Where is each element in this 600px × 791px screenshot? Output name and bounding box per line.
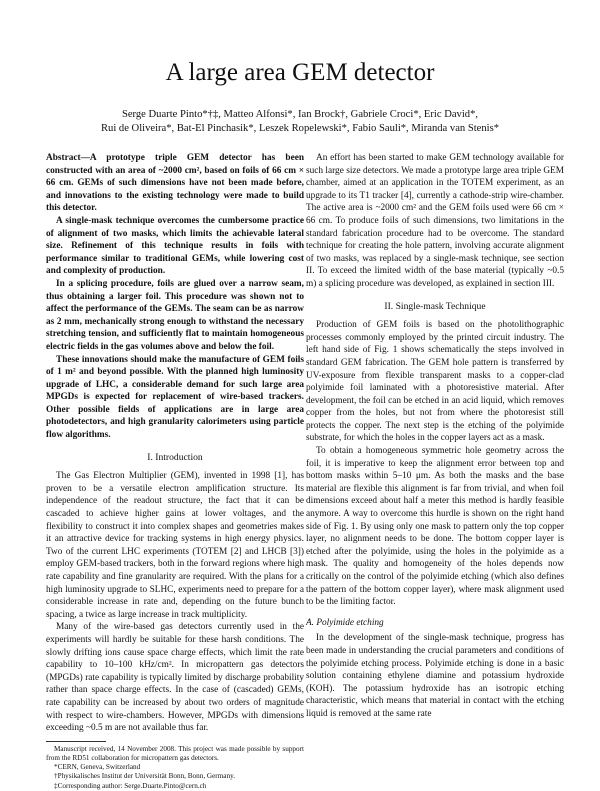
body-paragraph: Production of GEM foils is based on the photolithographic processes commonly employed by the printed circuit industry. The left hand side of Fig. 1 shows schematically the steps involved in standard GEM fabrication. The GEM hole pattern is transferred by UV-exposure from flexible transparent masks to a copper-clad polyimide foil laminated with a photoresistive material. After development, the foil can be etched in an acid liquid, which removes copper from the holes, but not from where the photoresist still protects the copper. The next step is the etching of the polyimide substrate, for which the holes in the copper layers act as a mask. bbox=[306, 320, 564, 444]
author-line-1: Serge Duarte Pinto*†‡, Matteo Alfonsi*, Ian Brock†, Gabriele Croci*, Eric David*, bbox=[121, 109, 479, 120]
left-column bbox=[46, 152, 304, 791]
abstract bbox=[46, 152, 304, 442]
footnote: Manuscript received, 14 November 2008. This project was made possible by support from the RD51 collaboration for micropattern gas detectors. bbox=[46, 744, 304, 762]
body-paragraph: Many of the wire-based gas detectors currently used in the experiments will hardly be suitable for these harsh conditions. The slowly drifting ions cause space charge effects, which limit the rate capability to 10–100 kHz/cm². In micropattern gas detectors (MPGDs) rate capability is typically limited by discharge probability rather than space charge effects. In the case of (cascaded) GEMs, rate capability can be increased by about two orders of magnitude with respect to wire-chambers. However, MPGDs with dimensions exceeding ~0.5 m are not available thus far. bbox=[46, 622, 304, 734]
abstract-paragraph: Abstract—A prototype triple GEM detector has been constructed with an area of ~2000 cm², based on foils of 66 cm × 66 cm. GEMs of such dimensions have not been made before, and innovations to the existing technology were made to build this detector. bbox=[46, 153, 304, 214]
footnote: *CERN, Geneva, Switzerland bbox=[54, 763, 141, 772]
author-line-2: Rui de Oliveira*, Bat-El Pinchasik*, Leszek Ropelewski*, Fabio Sauli*, Miranda van Stenis* bbox=[100, 123, 500, 134]
footnote: †Physikalisches Institut der Universität Bonn, Bonn, Germany. bbox=[54, 772, 235, 781]
subsection-heading-polyimide-etching: A. Polyimide etching bbox=[306, 617, 384, 628]
paper-title: A large area GEM detector bbox=[165, 59, 435, 86]
body-paragraph: An effort has been started to make GEM technology available for such large size detectors. We made a prototype large area triple GEM chamber, aimed at an application in the TOTEM experiment, as an upgrade to its T1 tracker [4], currently a cathode-strip wire-chamber. The active area is ~2000 cm² and the GEM foils used were 66 cm × 66 cm. To produce foils of such dimensions, two limitations in the standard fabrication procedure had to be overcome. The standard technique for creating the hole pattern, involving accurate alignment of two masks, was replaced by a single-mask technique, see section II. To exceed the limited width of the base material (typically ~0.5 m) a splicing procedure was developed, as explained in section III. bbox=[306, 153, 564, 289]
author-list bbox=[40, 108, 560, 136]
body-paragraph: To obtain a homogeneous symmetric hole geometry across the foil, it is imperative to keep the alignment error between top and bottom masks within 5–10 μm. As both the masks and the base material are flexible this alignment is far from trivial, and when foil dimensions exceed about half a meter this method is hardly feasible anymore. A way to overcome this hurdle is shown on the right hand side of Fig. 1. By using only one mask to pattern only the top copper layer, no alignment needs to be done. The bottom copper layer is etched after the polyimide, using the holes in the polyimide as a mask. The quality and homogeneity of the holes depends now critically on the control of the polyimide etching (which also defines the pattern of the bottom copper layer), where mask alignment used to be the limiting factor. bbox=[306, 446, 564, 608]
body-paragraph: In the development of the single-mask technique, progress has been made in understanding the crucial parameters and conditions of the polyimide etching process. Polyimide etching is done in a basic solution containing ethylene diamine and potassium hydroxide (KOH). The potassium hydroxide has an isotropic etching characteristic, which means that material in contact with the etching liquid is removed at the same rate bbox=[306, 633, 564, 719]
abstract-paragraph: A single-mask technique overcomes the cumbersome practice of alignment of two masks, which limits the achievable lateral size. Refinement of this technique results in foils with performance similar to traditional GEMs, while lowering cost and complexity of production. bbox=[46, 215, 304, 277]
abstract-paragraph: These innovations should make the manufacture of GEM foils of 1 m² and beyond possible. With the planned high luminosity upgrade of LHC, a considerable demand for such large area MPGDs is expected for replacement of wire-based trackers. Other possible fields of applications are in large area photodetectors, and high granularity calorimeters using particle flow algorithms. bbox=[46, 354, 304, 441]
body-paragraph: The Gas Electron Multiplier (GEM), invented in 1998 [1], has proven to be a versatile electron amplification structure. Its independence of the readout structure, the fact that it can be cascaded to achieve higher gains at lower voltages, and the flexibility to construct it into complex shapes and geometries makes it an attractive device for tracking systems in high energy physics. Two of the current LHC experiments (TOTEM [2] and LHCB [3]) employ GEM-based trackers, both in the forward regions where high rate capability and fine granularity are required. With the plans for a high luminosity upgrade to SLHC, experiments need to prepare for a considerable increase in rate and, depending on the future bunch spacing, a twice as large increase in track multiplicity. bbox=[46, 471, 304, 620]
footnote: ‡Corresponding author: Serge.Duarte.Pinto@cern.ch bbox=[54, 781, 207, 790]
right-column bbox=[306, 152, 564, 721]
abstract-paragraph: In a splicing procedure, foils are glued over a narrow seam, thus obtaining a larger foil. This procedure was shown not to affect the performance of the GEMs. The seam can be as narrow as 2 mm, mechanically strong enough to withstand the necessary stretching tension, and sufficiently flat to maintain homogeneous electric fields in the gas volumes above and below the foil. bbox=[46, 278, 304, 352]
footnote-rule bbox=[46, 741, 106, 742]
footnotes bbox=[46, 745, 304, 791]
section-heading-single-mask: II. Single-mask Technique bbox=[384, 300, 486, 312]
section-heading-introduction: I. Introduction bbox=[147, 451, 203, 463]
